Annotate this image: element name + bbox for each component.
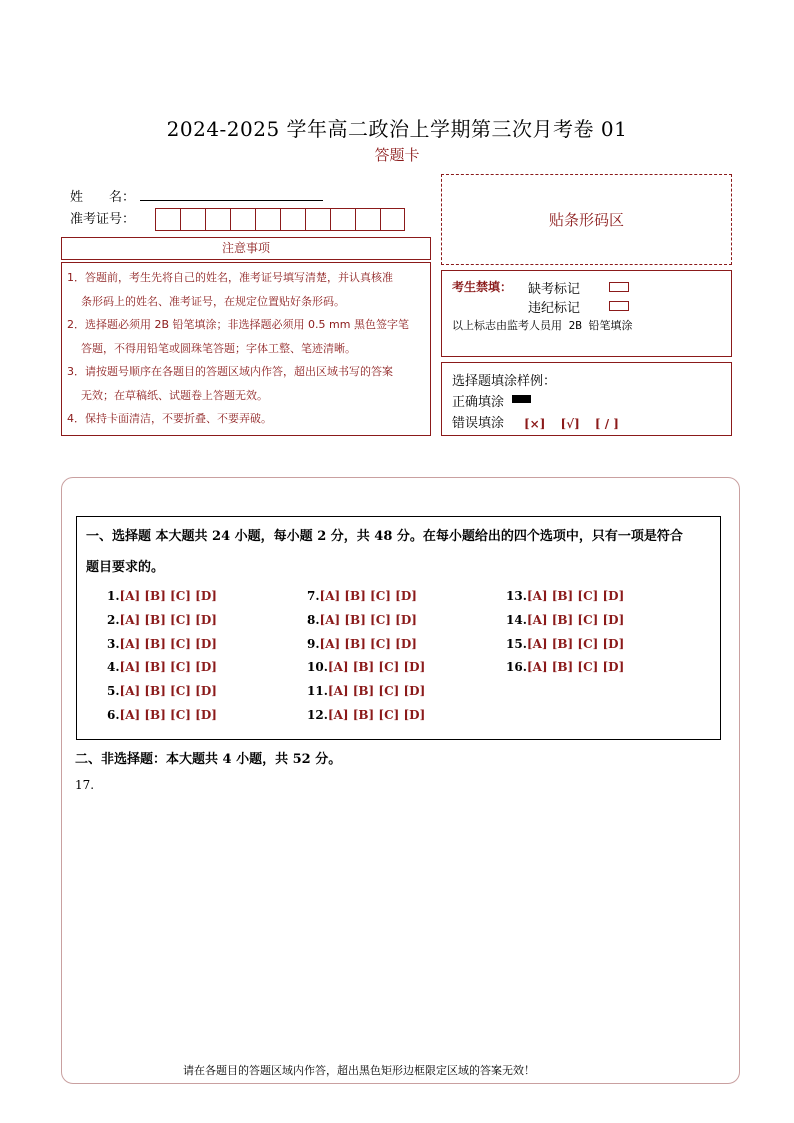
- name-label: 姓 名：: [70, 190, 136, 205]
- notice-item: 3．请按题号顺序在各题目的答题区域内作答，超出区域书写的答案 无效；在草稿纸、试题卷上答题无效。: [67, 365, 393, 402]
- section1-title-cont: 题目要求的。: [86, 560, 165, 575]
- id-digit-box[interactable]: [380, 208, 405, 231]
- mc-question[interactable]: 2.[A] [B] [C] [D]: [107, 613, 217, 627]
- wrong-mark-slash: [ / ]: [594, 417, 619, 431]
- id-digit-box[interactable]: [305, 208, 330, 231]
- mc-question[interactable]: 6.[A] [B] [C] [D]: [107, 708, 217, 722]
- wrong-mark-cross: [×]: [524, 417, 546, 431]
- mc-question[interactable]: 4.[A] [B] [C] [D]: [107, 660, 217, 674]
- correct-fill-label: 正确填涂: [452, 395, 505, 410]
- fill-example-title: 选择题填涂样例：: [452, 374, 557, 389]
- absent-label: 缺考标记: [528, 282, 581, 297]
- multiple-choice-section: [76, 516, 721, 740]
- section1-title: 一、选择题 本大题共 24 小题，每小题 2 分，共 48 分。在每小题给出的四个选项中，只有一项是符合: [86, 529, 683, 544]
- notice-title: 注意事项: [61, 237, 431, 260]
- notice-item: 2．选择题必须用 2B 铅笔填涂；非选择题必须用 0.5 mm 黑色签字笔 答题，不得用铅笔或圆珠笔答题；字体工整、笔迹清晰。: [67, 318, 409, 355]
- mc-question[interactable]: 13.[A] [B] [C] [D]: [506, 589, 625, 603]
- fill-example-box: [441, 362, 732, 436]
- notice-item: 1．答题前，考生先将自己的姓名，准考证号填写清楚，并认真核准 条形码上的姓名、准考证号，在规定位置贴好条形码。: [67, 271, 393, 308]
- question-17-answer-area[interactable]: [95, 795, 715, 1050]
- id-digit-box[interactable]: [280, 208, 305, 231]
- id-digit-box[interactable]: [180, 208, 205, 231]
- notice-box: [61, 262, 431, 436]
- mc-question[interactable]: 5.[A] [B] [C] [D]: [107, 684, 217, 698]
- mc-question[interactable]: 9.[A] [B] [C] [D]: [307, 637, 417, 651]
- id-digit-box[interactable]: [205, 208, 230, 231]
- id-digit-box[interactable]: [230, 208, 255, 231]
- id-label: 准考证号：: [70, 212, 136, 227]
- mc-question[interactable]: 12.[A] [B] [C] [D]: [307, 708, 426, 722]
- mc-question[interactable]: 8.[A] [B] [C] [D]: [307, 613, 417, 627]
- mc-question[interactable]: 11.[A] [B] [C] [D]: [307, 684, 426, 698]
- absent-mark[interactable]: [609, 282, 629, 292]
- prohibit-label: 考生禁填：: [452, 280, 513, 294]
- mc-question[interactable]: 10.[A] [B] [C] [D]: [307, 660, 426, 674]
- mc-question[interactable]: 7.[A] [B] [C] [D]: [307, 589, 417, 603]
- id-digit-box[interactable]: [255, 208, 280, 231]
- name-field[interactable]: [140, 200, 323, 201]
- notice-item: 4．保持卡面清洁，不要折叠、不要弄破。: [67, 412, 272, 425]
- id-digit-box[interactable]: [155, 208, 180, 231]
- page-title: 2024-2025 学年高二政治上学期第三次月考卷 01: [166, 117, 628, 141]
- mc-question[interactable]: 16.[A] [B] [C] [D]: [506, 660, 625, 674]
- wrong-mark-check: [√]: [560, 417, 580, 431]
- barcode-area: [441, 174, 732, 265]
- prohibit-box: [441, 270, 732, 357]
- section2-title: 二、非选择题：本大题共 4 小题，共 52 分。: [75, 752, 342, 767]
- exam-id-boxes[interactable]: [155, 208, 405, 231]
- id-digit-box[interactable]: [330, 208, 355, 231]
- wrong-fill-samples: [514, 413, 619, 432]
- correct-fill-sample: [512, 395, 531, 403]
- barcode-label: 贴条形码区: [548, 211, 624, 229]
- wrong-fill-label: 错误填涂: [452, 416, 505, 431]
- mc-question[interactable]: 14.[A] [B] [C] [D]: [506, 613, 625, 627]
- violation-label: 违纪标记: [528, 301, 581, 316]
- prohibit-note: 以上标志由监考人员用 2B 铅笔填涂: [452, 319, 633, 332]
- id-digit-box[interactable]: [355, 208, 380, 231]
- question-17-label: 17.: [75, 778, 95, 792]
- mc-question[interactable]: 3.[A] [B] [C] [D]: [107, 637, 217, 651]
- mc-question[interactable]: 1.[A] [B] [C] [D]: [107, 589, 217, 603]
- page-subtitle: 答题卡: [374, 146, 420, 164]
- violation-mark[interactable]: [609, 301, 629, 311]
- mc-question[interactable]: 15.[A] [B] [C] [D]: [506, 637, 625, 651]
- footer-warning: 请在各题目的答题区域内作答，超出黑色矩形边框限定区域的答案无效！: [183, 1064, 535, 1077]
